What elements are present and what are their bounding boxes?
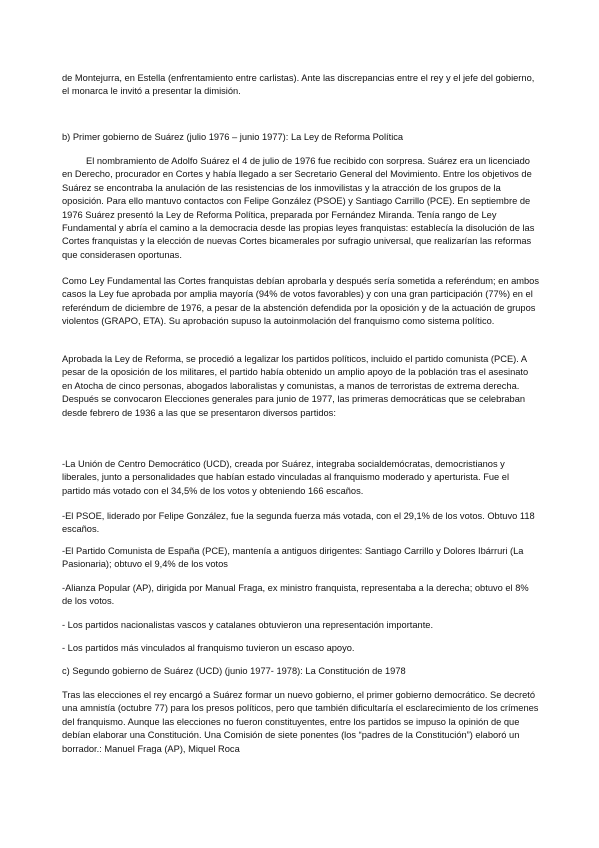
section-c-heading: c) Segundo gobierno de Suárez (UCD) (junio 1977- 1978): La Constitución de 1978: [62, 666, 406, 676]
section-b-paragraph-2: Como Ley Fundamental las Cortes franquistas debían aprobarla y después sería sometida a referéndum; en ambos casos la Ley fue aprobada por amplia mayoría (94% de votos favorables) y con una gran participación (77%) en el referéndum de diciembre de 1976, a pesar de la abstención defendida por la oposición y de la actuación de grupos violentos (GRAPO, ETA). Su aprobación supuso la autoinmolación del franquismo como sistema político.: [62, 276, 539, 327]
section-b-heading: b) Primer gobierno de Suárez (julio 1976 – junio 1977): La Ley de Reforma Política: [62, 132, 404, 142]
party-item-pce: -El Partido Comunista de España (PCE), mantenía a antiguos dirigentes: Santiago Carrillo y Dolores Ibárruri (La Pasionaria); obtuvo el 9,4% de los votos: [62, 546, 524, 570]
party-item-ap: -Alianza Popular (AP), dirigida por Manual Fraga, ex ministro franquista, representaba a la derecha; obtuvo el 8% de los votos.: [62, 583, 529, 607]
party-item-francoist: - Los partidos más vinculados al franquismo tuvieron un escaso apoyo.: [62, 643, 355, 653]
section-b-paragraph-1: El nombramiento de Adolfo Suárez el 4 de julio de 1976 fue recibido con sorpresa. Suárez era un licenciado en Derecho, procurador en Cortes y había llegado a ser Secretario General del Movimiento. Entre los objetivos de Suárez se encontraba la anulación de las resistencias de los inmovilistas y la atracción de los grupos de la oposición. Para ello mantuvo contactos con Felipe González (PSOE) y Santiago Carrillo (PCE). En septiembre de 1976 Suárez presentó la Ley de Reforma Política, preparada por Fernández Miranda. Tenía rango de Ley Fundamental y abría el camino a la democracia desde las propias leyes franquistas: establecía la disolución de las Cortes franquistas y la elección de nuevas Cortes bicamerales por sufragio universal, que realizarían las reformas que considerasen oportunas.: [62, 156, 535, 260]
intro-paragraph: de Montejurra, en Estella (enfrentamiento entre carlistas). Ante las discrepancias entre el rey y el jefe del gobierno, el monarca le invitó a presentar la dimisión.: [62, 73, 535, 97]
section-b-paragraph-3: Aprobada la Ley de Reforma, se procedió a legalizar los partidos políticos, incluido el partido comunista (PCE). A pesar de la oposición de los militares, el partido había obtenido un amplio apoyo de la población tras el asesinato en Atocha de cinco personas, abogados laboralistas y comunistas, a manos de terroristas de extrema derecha. Después se convocaron Elecciones generales para junio de 1977, las primeras democráticas que se celebraban desde febrero de 1936 a las que se presentaron diversos partidos:: [62, 354, 529, 418]
section-c-paragraph-1: Tras las elecciones el rey encargó a Suárez formar un nuevo gobierno, el primer gobierno democrático. Se decretó una amnistía (octubre 77) para los presos políticos, pero que también dificultaría el esclarecimiento de los crímenes del franquismo. Aunque las elecciones no fueron constituyentes, entre los partidos se impuso la opinión de que debían elaborar una Constitución. Una Comisión de siete ponentes (los “padres de la Constitución”) elaboró un borrador.: Manuel Fraga (AP), Miquel Roca: [62, 690, 539, 754]
party-item-nationalists: - Los partidos nacionalistas vascos y catalanes obtuvieron una representación importante.: [62, 620, 434, 630]
party-item-ucd: -La Unión de Centro Democrático (UCD), creada por Suárez, integraba socialdemócratas, democristianos y liberales, junto a personalidades que habían estado vinculadas al franquismo moderado y aperturista. Fue el partido más votado con el 34,5% de los votos y obteniendo 166 escaños.: [62, 459, 510, 496]
party-item-psoe: -El PSOE, liderado por Felipe González, fue la segunda fuerza más votada, con el 29,1% de los votos. Obtuvo 118 escaños.: [62, 511, 535, 535]
